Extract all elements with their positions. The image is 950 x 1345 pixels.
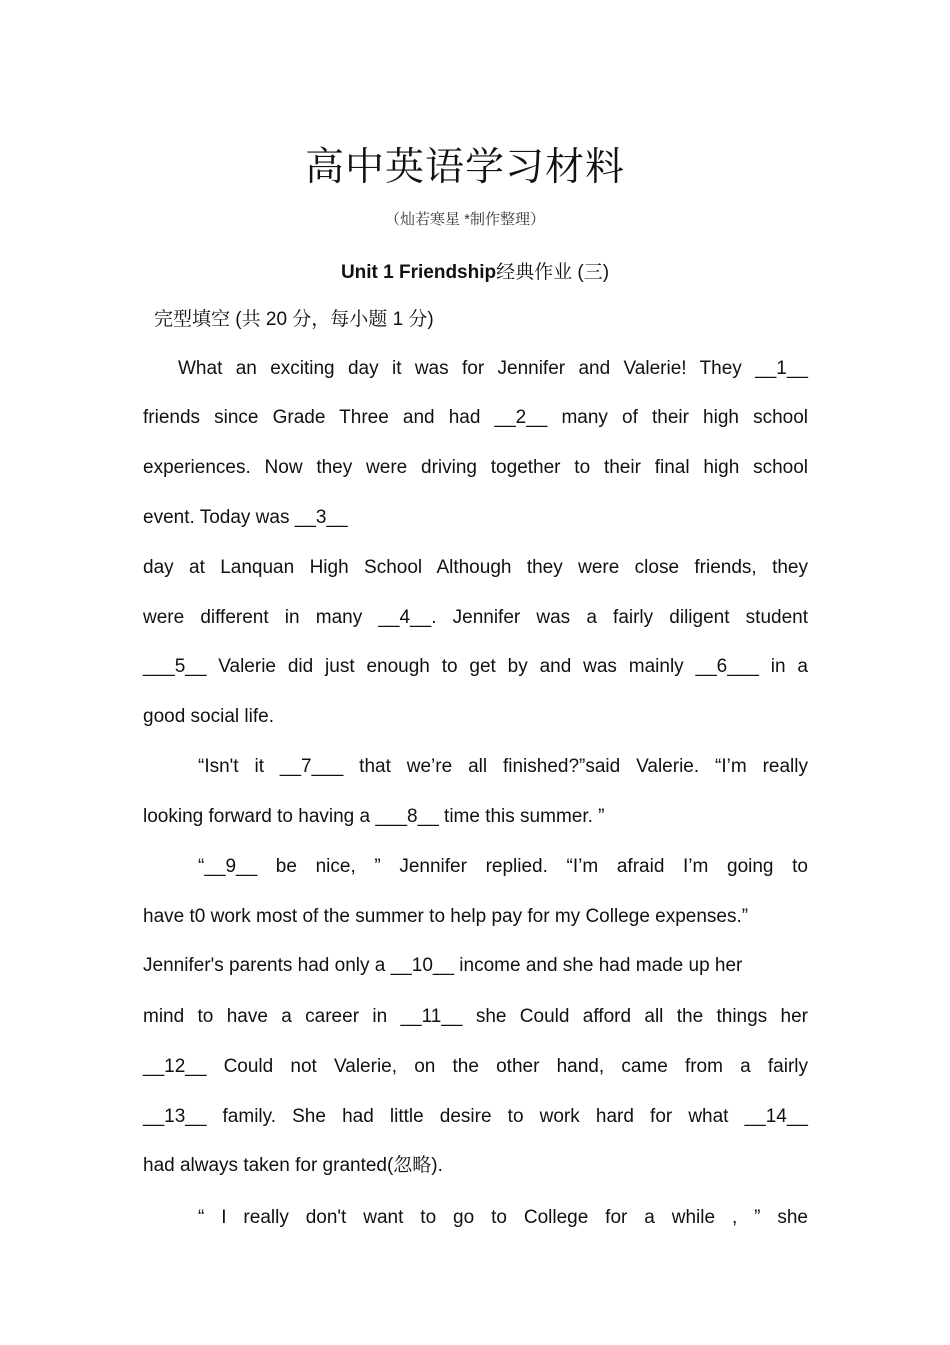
passage-line: Jennifer's parents had only a __10__ income and she had made up her xyxy=(143,955,743,976)
passage-line: “ I really don't want to go to College for a while , ” she xyxy=(198,1207,808,1228)
unit-heading xyxy=(0,257,950,284)
document-title: 高中英语学习材料 xyxy=(304,145,625,190)
passage-line: __13__ family. She had little desire to work hard for what __14__ xyxy=(143,1106,808,1127)
passage-line: event. Today was __3__ xyxy=(143,507,348,528)
passage-line: mind to have a career in __11__ she Could afford all the things her xyxy=(143,1006,808,1027)
document-subtitle: （灿若寒星 *制作整理） xyxy=(384,211,545,228)
passage-line: were different in many __4__. Jennifer was a fairly diligent student xyxy=(143,607,808,628)
passage-line: What an exciting day it was for Jennifer and Valerie! They __1__ xyxy=(178,358,808,379)
passage-line: ___5__ Valerie did just enough to get by and was mainly __6___ in a xyxy=(143,656,808,677)
unit-title: Unit 1 Friendship xyxy=(340,262,497,283)
passage-line: “Isn't it __7___ that we’re all finished?”said Valerie. “I’m really xyxy=(198,756,808,777)
passage-line: “__9__ be nice, ” Jennifer replied. “I’m afraid I’m going to xyxy=(198,856,808,877)
passage-line: looking forward to having a ___8__ time this summer. ” xyxy=(143,806,605,827)
passage-line: have t0 work most of the summer to help pay for my College expenses.” xyxy=(143,906,749,927)
passage-line: day at Lanquan High School Although they were close friends, they xyxy=(143,557,808,578)
passage-line: had always taken for granted(忽略). xyxy=(143,1155,443,1176)
passage-line: __12__ Could not Valerie, on the other hand, came from a fairly xyxy=(143,1056,808,1077)
unit-suffix: 经典作业 (三) xyxy=(496,262,610,283)
section-heading: 完型填空 (共 20 分，每小题 1 分) xyxy=(154,309,434,330)
passage-line: friends since Grade Three and had __2__ many of their high school xyxy=(143,407,808,428)
passage-line: experiences. Now they were driving together to their final high school xyxy=(143,457,808,478)
passage-line: good social life. xyxy=(143,706,274,727)
